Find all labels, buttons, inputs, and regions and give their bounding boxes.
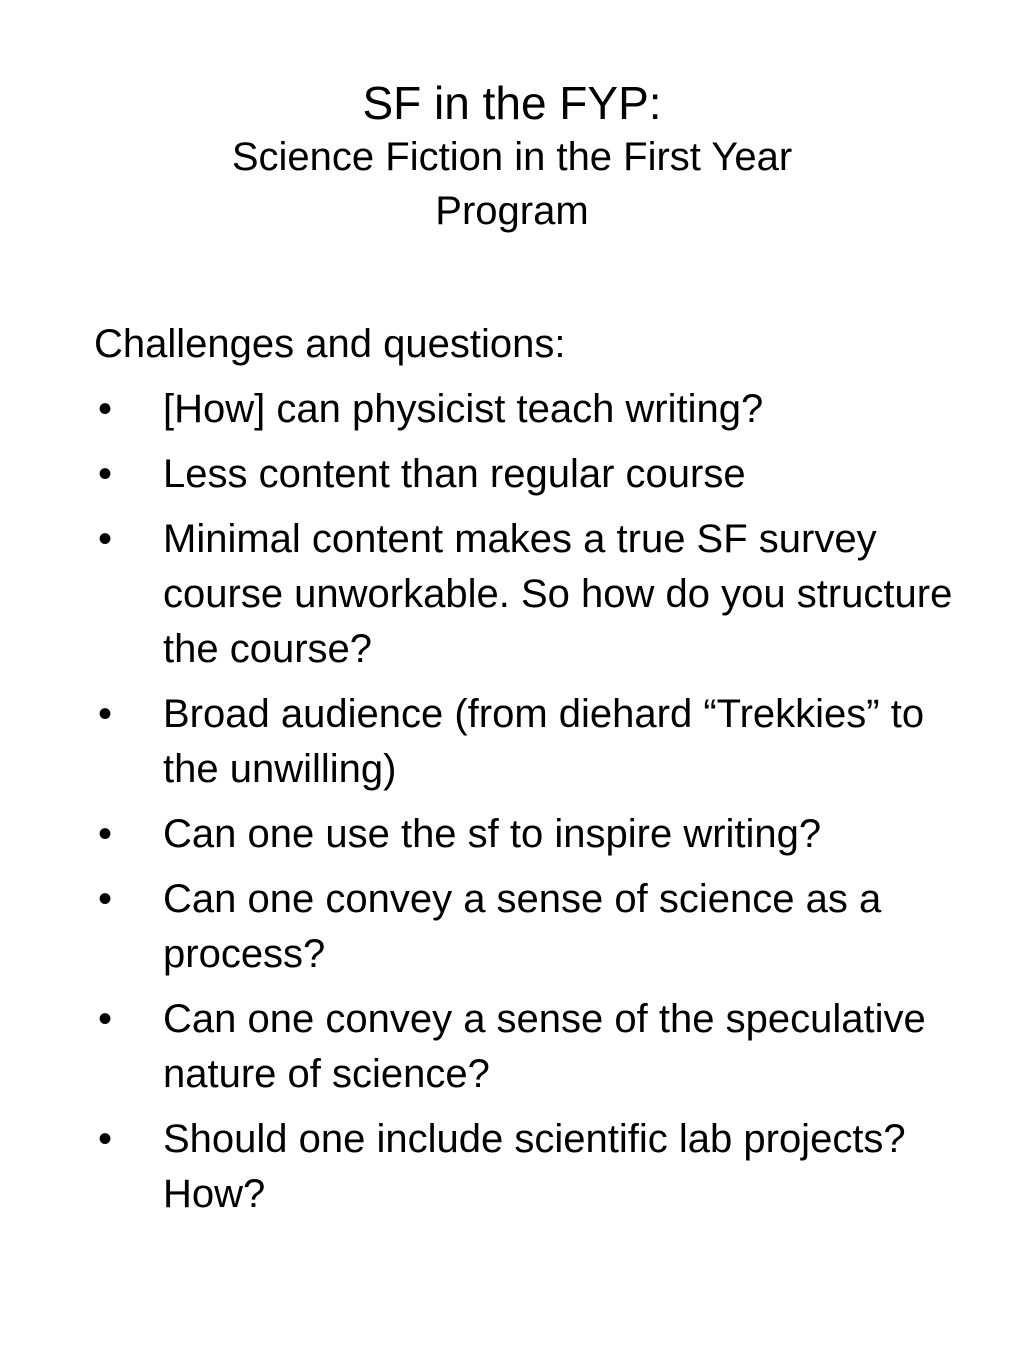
list-item-text: [How] can physicist teach writing? — [163, 387, 764, 431]
list-item-text: Can one use the sf to inspire writing? — [163, 812, 822, 856]
list-item-text: Should one include scientific lab projects? How? — [163, 1117, 906, 1216]
list-item — [94, 872, 964, 982]
list-item — [94, 382, 964, 437]
list-item-text: Less content than regular course — [163, 452, 746, 496]
slide-title: SF in the FYP: — [362, 77, 662, 129]
list-item — [94, 447, 964, 502]
list-item-text: Minimal content makes a true SF survey course unworkable. So how do you structure the course? — [163, 517, 953, 671]
body-content — [94, 317, 964, 1232]
bullet-icon: • — [98, 387, 113, 431]
bullet-icon: • — [98, 452, 113, 496]
list-item — [94, 992, 964, 1102]
bullet-icon: • — [98, 877, 113, 921]
bullet-icon: • — [98, 692, 113, 736]
bullet-icon: • — [98, 997, 113, 1041]
list-item — [94, 1112, 964, 1222]
list-item — [94, 687, 964, 797]
list-item-text: Can one convey a sense of science as a process? — [163, 877, 882, 976]
list-item — [94, 512, 964, 677]
bullet-icon: • — [98, 812, 113, 856]
bullet-icon: • — [98, 517, 113, 561]
slide-subtitle: Science Fiction in the First Year Program — [231, 135, 793, 233]
list-item — [94, 807, 964, 862]
bullet-list — [94, 382, 964, 1222]
list-item-text: Can one convey a sense of the speculative nature of science? — [163, 997, 926, 1096]
bullet-icon: • — [98, 1117, 113, 1161]
intro-heading: Challenges and questions: — [94, 322, 566, 366]
list-item-text: Broad audience (from diehard “Trekkies” to the unwilling) — [163, 692, 925, 791]
title-block — [0, 76, 1024, 238]
